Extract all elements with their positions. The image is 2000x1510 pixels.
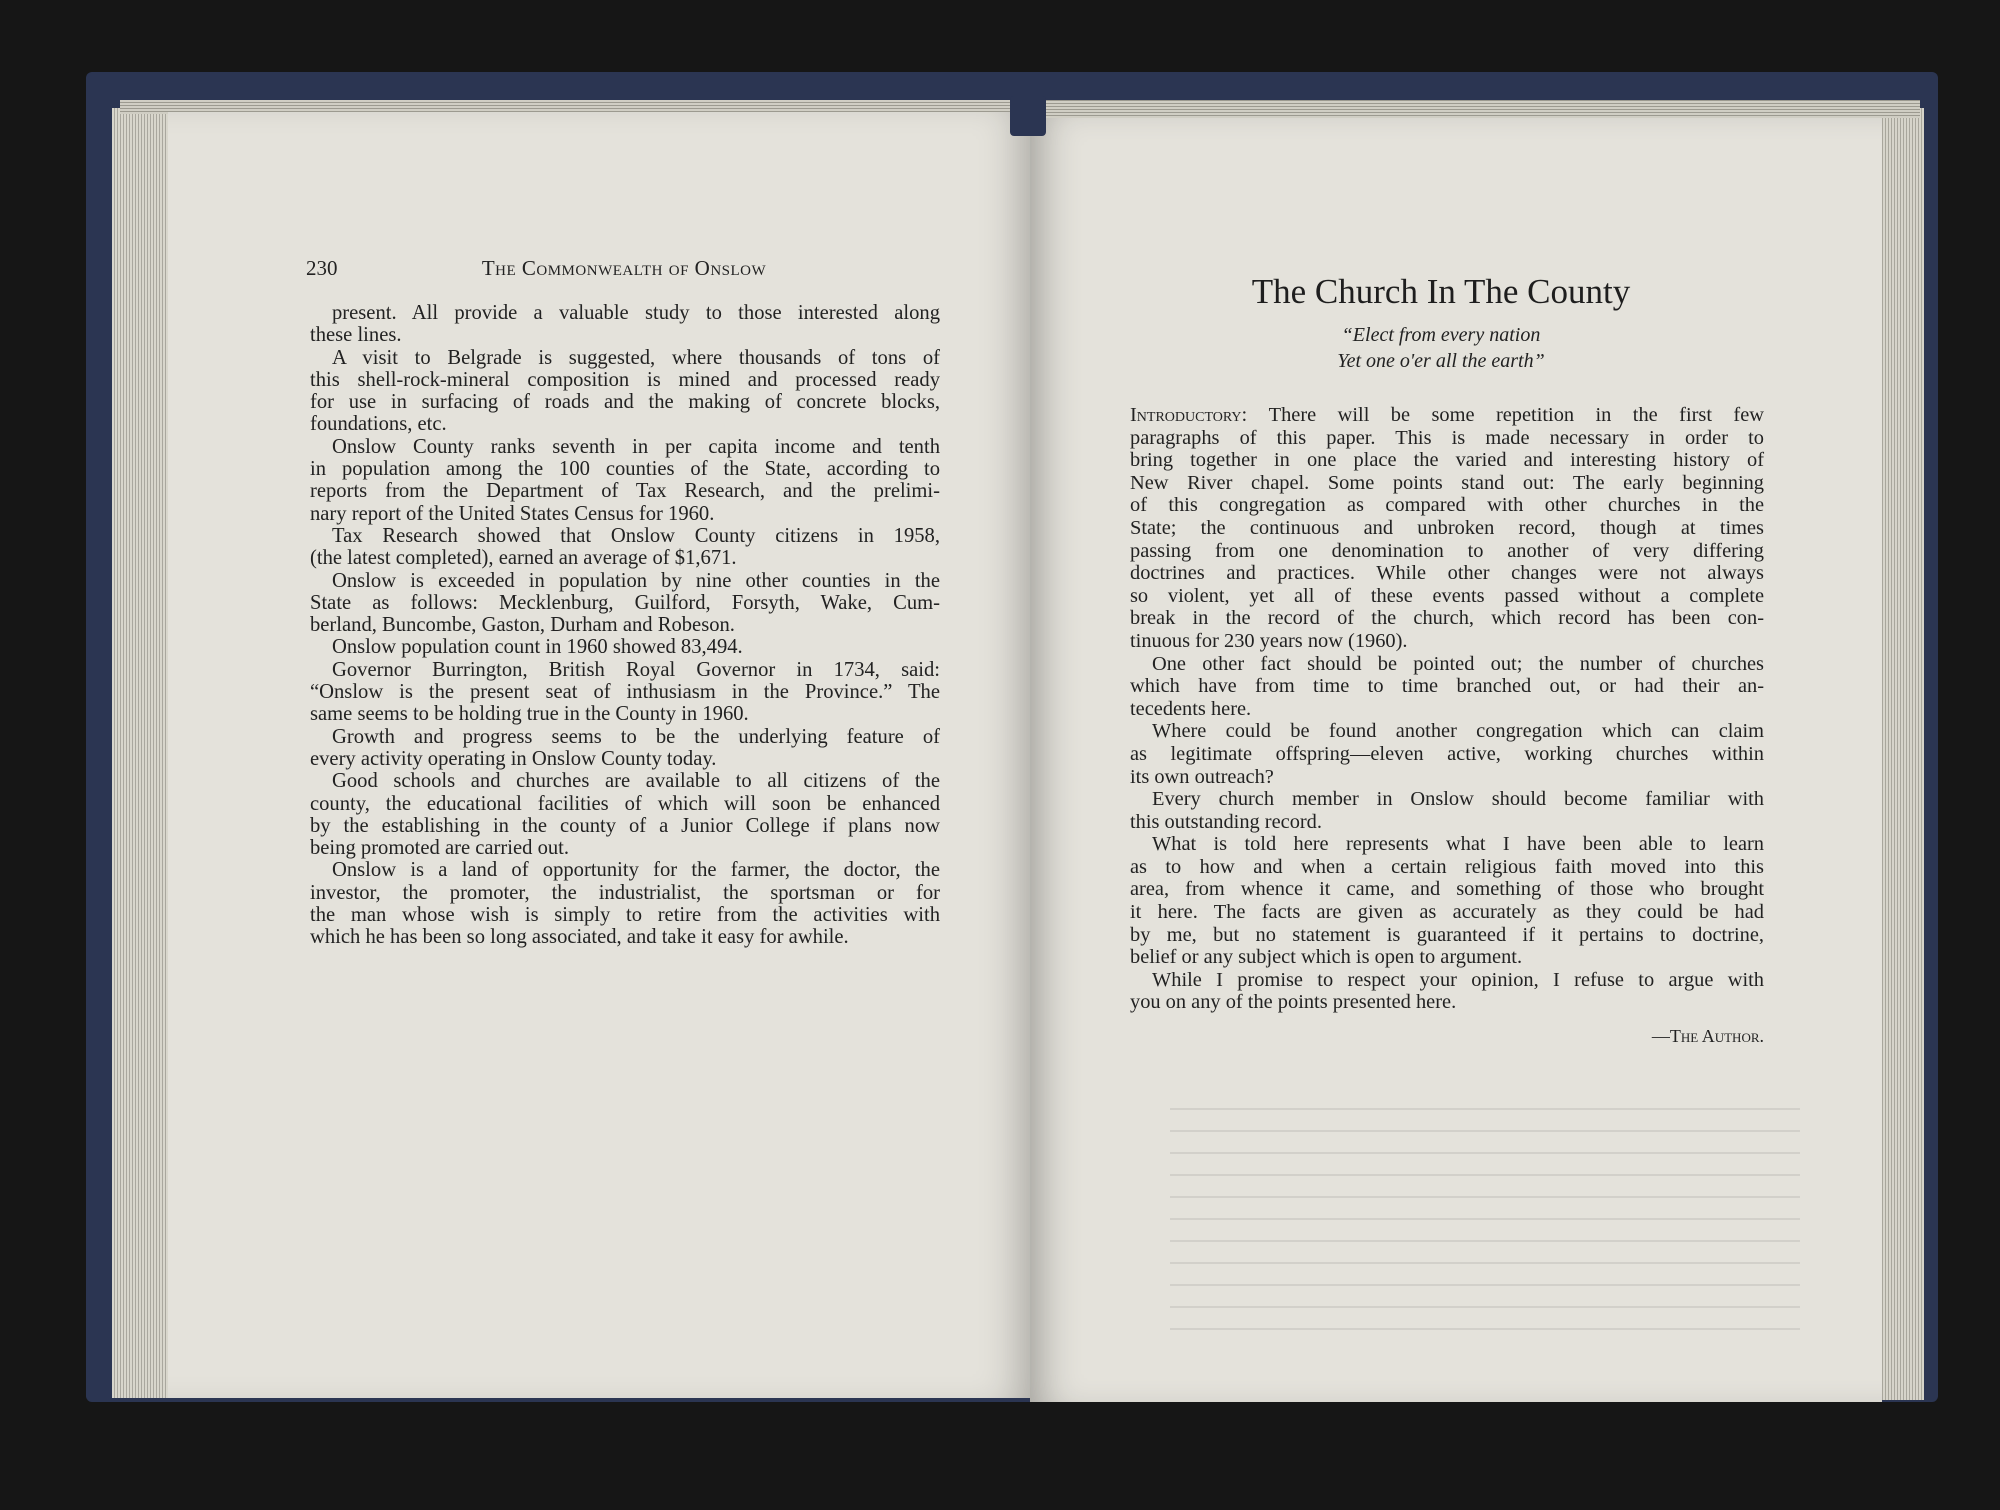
text-line: you on any of the points presented here. xyxy=(1130,991,1457,1014)
paragraph xyxy=(310,347,940,436)
page-edges-right xyxy=(1880,108,1924,1400)
text-line: nary report of the United States Census for 1960. xyxy=(310,502,715,525)
right-page-body xyxy=(1130,404,1764,1014)
text-line: as to how and when a certain religious faith moved into this xyxy=(1130,855,1764,878)
text-line: every activity operating in Onslow County today. xyxy=(310,747,717,770)
paragraph xyxy=(310,436,940,525)
paragraph xyxy=(1130,720,1764,788)
chapter-title: The Church In The County xyxy=(1251,272,1631,311)
text-line: Where could be found another congregation which can claim xyxy=(1152,720,1764,743)
text-line: “Onslow is the present seat of inthusiasm in the Province.” The xyxy=(310,681,940,704)
epigraph-line-1: “Elect from every nation xyxy=(1341,324,1541,346)
text-line: Onslow is exceeded in population by nine other counties in the xyxy=(332,569,940,592)
text-line: State as follows: Mecklenburg, Guilford, Forsyth, Wake, Cum- xyxy=(310,591,940,614)
text-line: which he has been so long associated, and take it easy for awhile. xyxy=(310,926,849,949)
left-page-body xyxy=(310,302,940,949)
text-line: this shell-rock-mineral composition is mined and processed ready xyxy=(310,368,940,391)
text-line: Tax Research showed that Onslow County citizens in 1958, xyxy=(332,524,940,547)
page-number: 230 xyxy=(306,256,338,280)
text-line: area, from whence it came, and something of those who brought xyxy=(1130,878,1764,901)
book-spine xyxy=(1010,96,1046,136)
paragraph xyxy=(310,659,940,726)
bleed-through-text xyxy=(1170,1090,1800,1330)
paragraph xyxy=(1130,833,1764,969)
text-line: these lines. xyxy=(310,324,402,347)
paragraph xyxy=(1130,404,1764,653)
paragraph xyxy=(310,859,940,948)
paragraph xyxy=(310,302,940,347)
text-line: in population among the 100 counties of the State, according to xyxy=(310,458,940,481)
text-line: as legitimate offspring—eleven active, working churches within xyxy=(1130,742,1764,765)
text-line: foundations, etc. xyxy=(310,413,447,436)
text-line: doctrines and practices. While other changes were not always xyxy=(1130,562,1764,585)
text-line: Onslow County ranks seventh in per capita income and tenth xyxy=(332,435,940,458)
text-line: tecedents here. xyxy=(1130,697,1252,720)
page-edges-left xyxy=(112,108,172,1398)
paragraph xyxy=(1130,969,1764,1014)
paragraph xyxy=(1130,653,1764,721)
paragraph xyxy=(310,570,940,637)
text-line: passing from one denomination to another of very differing xyxy=(1130,539,1764,562)
text-line: county, the educational facilities of which will soon be enhanced xyxy=(310,792,940,815)
page-edges-top-right xyxy=(1040,100,1920,118)
running-title: The Commonwealth of Onslow xyxy=(481,256,767,280)
text-line: Governor Burrington, British Royal Governor in 1734, said: xyxy=(332,658,940,681)
text-line: which have from time to time branched out, or had their an- xyxy=(1130,675,1764,698)
text-line: State; the continuous and unbroken record, though at times xyxy=(1130,516,1764,539)
paragraph xyxy=(310,770,940,859)
paragraph xyxy=(310,726,940,771)
text-line: New River chapel. Some points stand out: The early beginning xyxy=(1130,471,1764,494)
text-line: this outstanding record. xyxy=(1130,810,1322,833)
text-line: Every church member in Onslow should become familiar with xyxy=(1152,788,1764,811)
author-signature: —The Author. xyxy=(1651,1026,1764,1046)
text-line: Introductory: There will be some repetition in the first few xyxy=(1130,404,1765,426)
text-line: A visit to Belgrade is suggested, where thousands of tons of xyxy=(332,346,940,369)
text-line: (the latest completed), earned an average of $1,671. xyxy=(310,547,737,570)
text-line: What is told here represents what I have been able to learn xyxy=(1152,833,1764,856)
text-line: break in the record of the church, which record has been con- xyxy=(1130,607,1764,630)
text-line: tinuous for 230 years now (1960). xyxy=(1130,629,1408,652)
paragraph xyxy=(1130,788,1764,833)
text-line: Growth and progress seems to be the underlying feature of xyxy=(332,725,940,748)
text-line: Onslow is a land of opportunity for the farmer, the doctor, the xyxy=(332,859,940,882)
text-line: belief or any subject which is open to argument. xyxy=(1130,946,1523,969)
text-line: bring together in one place the varied and interesting history of xyxy=(1130,449,1764,472)
text-line: its own outreach? xyxy=(1130,765,1274,788)
text-line: the man whose wish is simply to retire from the activities with xyxy=(310,904,940,927)
text-line: Good schools and churches are available to all citizens of the xyxy=(332,770,940,793)
introductory-label: Introductory: xyxy=(1130,404,1269,426)
text-line: for use in surfacing of roads and the making of concrete blocks, xyxy=(310,391,940,414)
text-line: by me, but no statement is guaranteed if it pertains to doctrine, xyxy=(1130,923,1764,946)
text-line: While I promise to respect your opinion, I refuse to argue with xyxy=(1152,968,1764,991)
text-line: paragraphs of this paper. This is made necessary in order to xyxy=(1130,426,1764,449)
text-line: berland, Buncombe, Gaston, Durham and Robeson. xyxy=(310,614,735,637)
text-line: being promoted are carried out. xyxy=(310,837,570,860)
text-line: by the establishing in the county of a Junior College if plans now xyxy=(310,814,940,837)
paragraph xyxy=(310,636,940,658)
text-line: reports from the Department of Tax Research, and the prelimi- xyxy=(310,480,940,503)
text-line: same seems to be holding true in the County in 1960. xyxy=(310,703,749,726)
text-line: it here. The facts are given as accurately as they could be had xyxy=(1130,901,1764,924)
epigraph-line-2: Yet one o'er all the earth” xyxy=(1337,350,1545,372)
text-line: investor, the promoter, the industrialist, the sportsman or for xyxy=(310,881,940,904)
text-line: so violent, yet all of these events passed without a complete xyxy=(1130,584,1764,607)
text-line: One other fact should be pointed out; the number of churches xyxy=(1152,652,1764,675)
text-line: of this congregation as compared with other churches in the xyxy=(1130,494,1764,517)
text-line: Onslow population count in 1960 showed 83,494. xyxy=(332,636,743,659)
paragraph xyxy=(310,525,940,570)
text-line: present. All provide a valuable study to those interested along xyxy=(332,302,940,324)
